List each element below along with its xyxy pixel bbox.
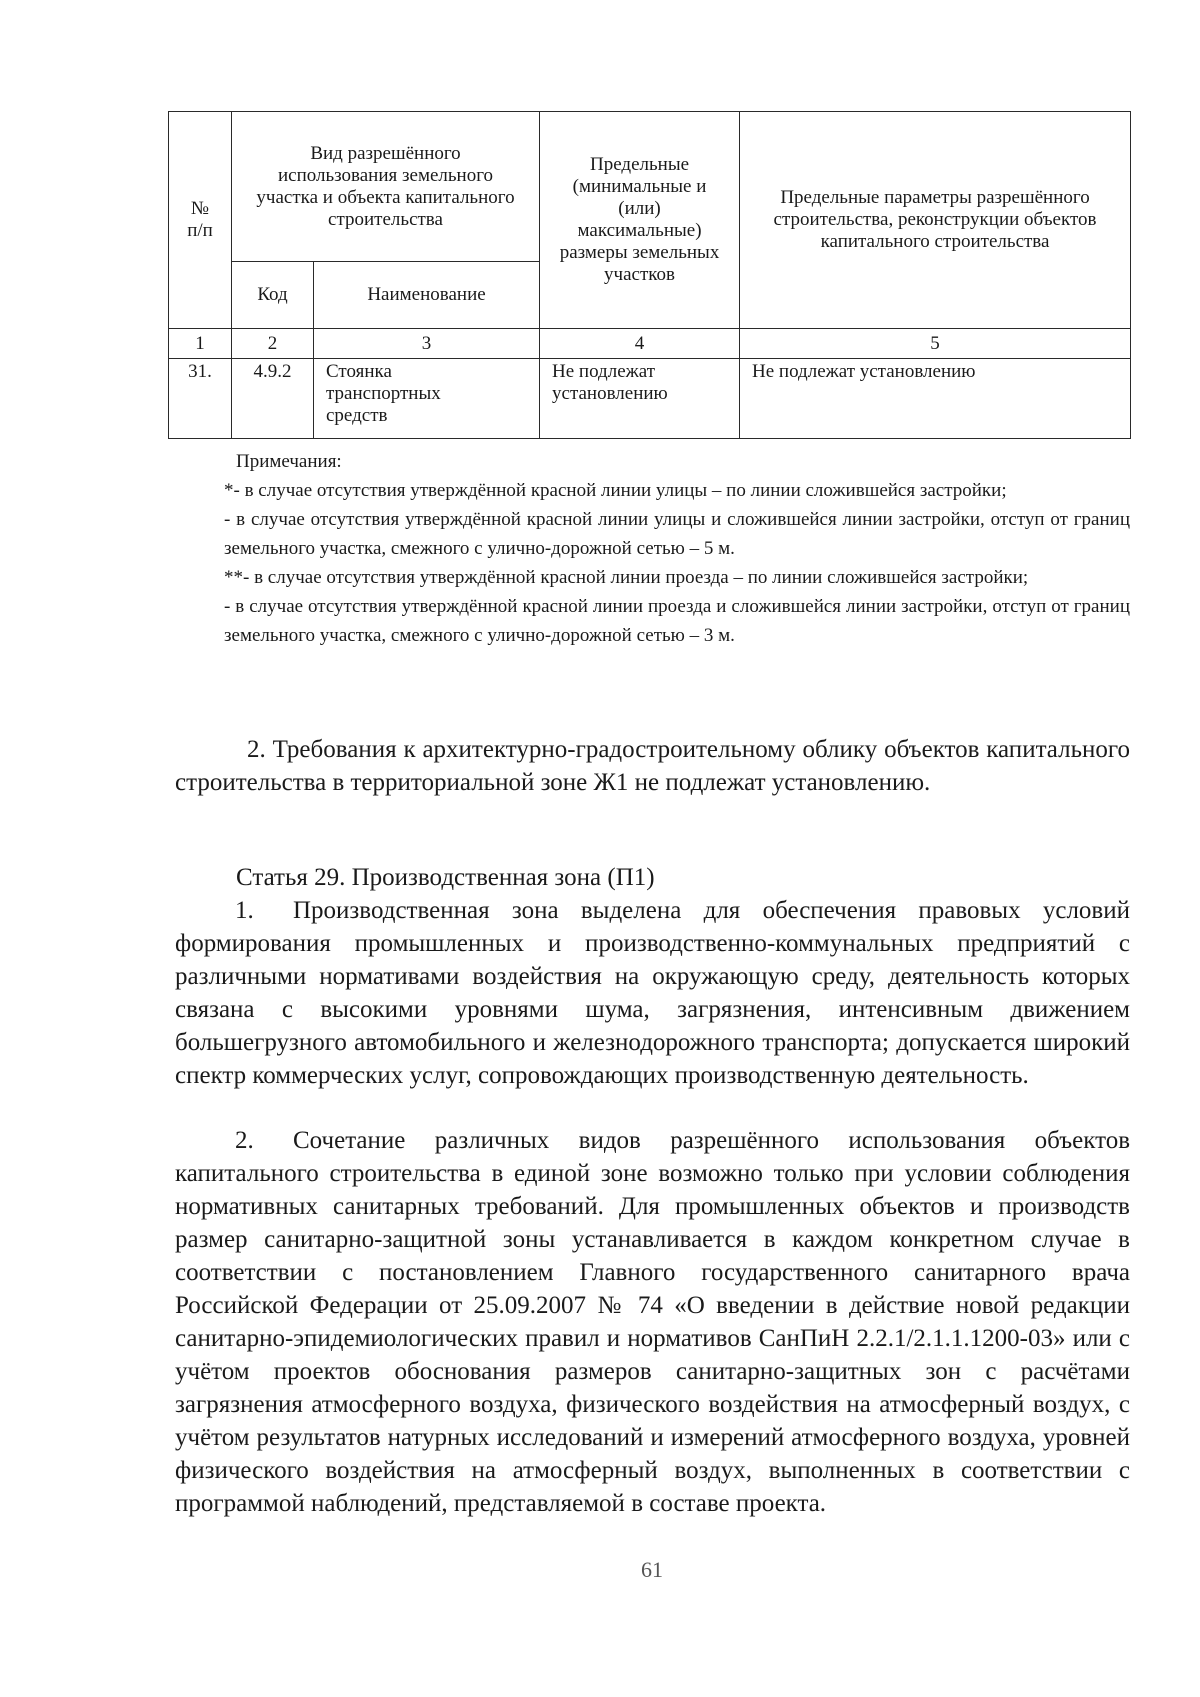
column-number: 5 (740, 329, 1131, 359)
column-number: 4 (540, 329, 740, 359)
column-number: 2 (232, 329, 314, 359)
header-params: Предельные параметры разрешённого строительства, реконструкции объектов капитального строительства (740, 112, 1131, 329)
table-row (169, 359, 1131, 439)
note-item: *- в случае отсутствия утверждённой красной линии улицы – по линии сложившейся застройки; (224, 480, 1007, 501)
notes-list (160, 476, 1130, 650)
page-number: 61 (641, 1557, 663, 1582)
row-name: Стоянка транспортных средств (314, 359, 540, 439)
column-number: 3 (314, 329, 540, 359)
notes-title: Примечания: (236, 451, 342, 472)
zoning-table (168, 111, 1131, 439)
table-header-row (169, 112, 1131, 262)
note-item: - в случае отсутствия утверждённой красной линии улицы и сложившейся линии застройки, отступ от границ земельного участка, смежного с улично-дорожной сетью – 5 м. (224, 509, 1130, 559)
column-number: 1 (169, 329, 232, 359)
paragraph-number: 2. (235, 1127, 254, 1154)
header-plot-size: Предельные (минимальные и (или) максимальные) размеры земельных участков (540, 112, 740, 329)
header-use-type: Вид разрешённого использования земельного участка и объекта капитального строительства (232, 112, 540, 262)
paragraph-number: 1. (235, 897, 254, 924)
article-paragraph-2 (175, 1124, 1130, 1520)
row-code: 4.9.2 (232, 359, 314, 439)
note-item: **- в случае отсутствия утверждённой красной линии проезда – по линии сложившейся застройки; (224, 567, 1029, 588)
paragraph-text: Производственная зона выделена для обеспечения правовых условий формирования промышленных и производственно-коммунальных предприятий с различными нормативами воздействия на окружающую среду, деятельность которых связана с высокими уровнями шума, загрязнения, интенсивным движением большегрузного автомобильного и железнодорожного транспорта; допускается широкий спектр коммерческих услуг, сопровождающих производственную деятельность. (175, 897, 1130, 1089)
paragraph-text: Сочетание различных видов разрешённого использования объектов капитального строительства в единой зоне возможно только при условии соблюдения нормативных санитарных требований. Для промышленных объектов и производств размер санитарно-защитной зоны устанавливается в каждом конкретном случае в соответствии с постановлением Главного государственного санитарного врача Российской Федерации от 25.09.2007 № 74 «О введении в действие новой редакции санитарно-эпидемиологических правил и нормативов СанПиН 2.2.1/2.1.1.1200-03» или с учётом проектов обоснования размеров санитарно-защитных зон с расчётами загрязнения атмосферного воздуха, физического воздействия на атмосферный воздух, с учётом результатов натурных исследований и измерений атмосферного воздуха, уровней физического воздействия на атмосферный воздух, выполненных в соответствии с программой наблюдений, представляемой в составе проекта. (175, 1127, 1130, 1517)
article-paragraph-1 (175, 894, 1130, 1092)
section-2-paragraph: 2. Требования к архитектурно-градостроительному облику объектов капитального строительства в территориальной зоне Ж1 не подлежат установлению. (175, 736, 1130, 796)
row-num: 31. (169, 359, 232, 439)
row-params: Не подлежат установлению (740, 359, 1131, 439)
header-code: Код (232, 262, 314, 329)
header-name: Наименование (314, 262, 540, 329)
row-plot-size: Не подлежат установлению (540, 359, 740, 439)
article-heading: Статья 29. Производственная зона (П1) (236, 864, 655, 891)
header-num: № п/п (169, 112, 232, 329)
note-item: - в случае отсутствия утверждённой красной линии проезда и сложившейся линии застройки, отступ от границ земельного участка, смежного с улично-дорожной сетью – 3 м. (224, 596, 1130, 646)
column-number-row (169, 329, 1131, 359)
